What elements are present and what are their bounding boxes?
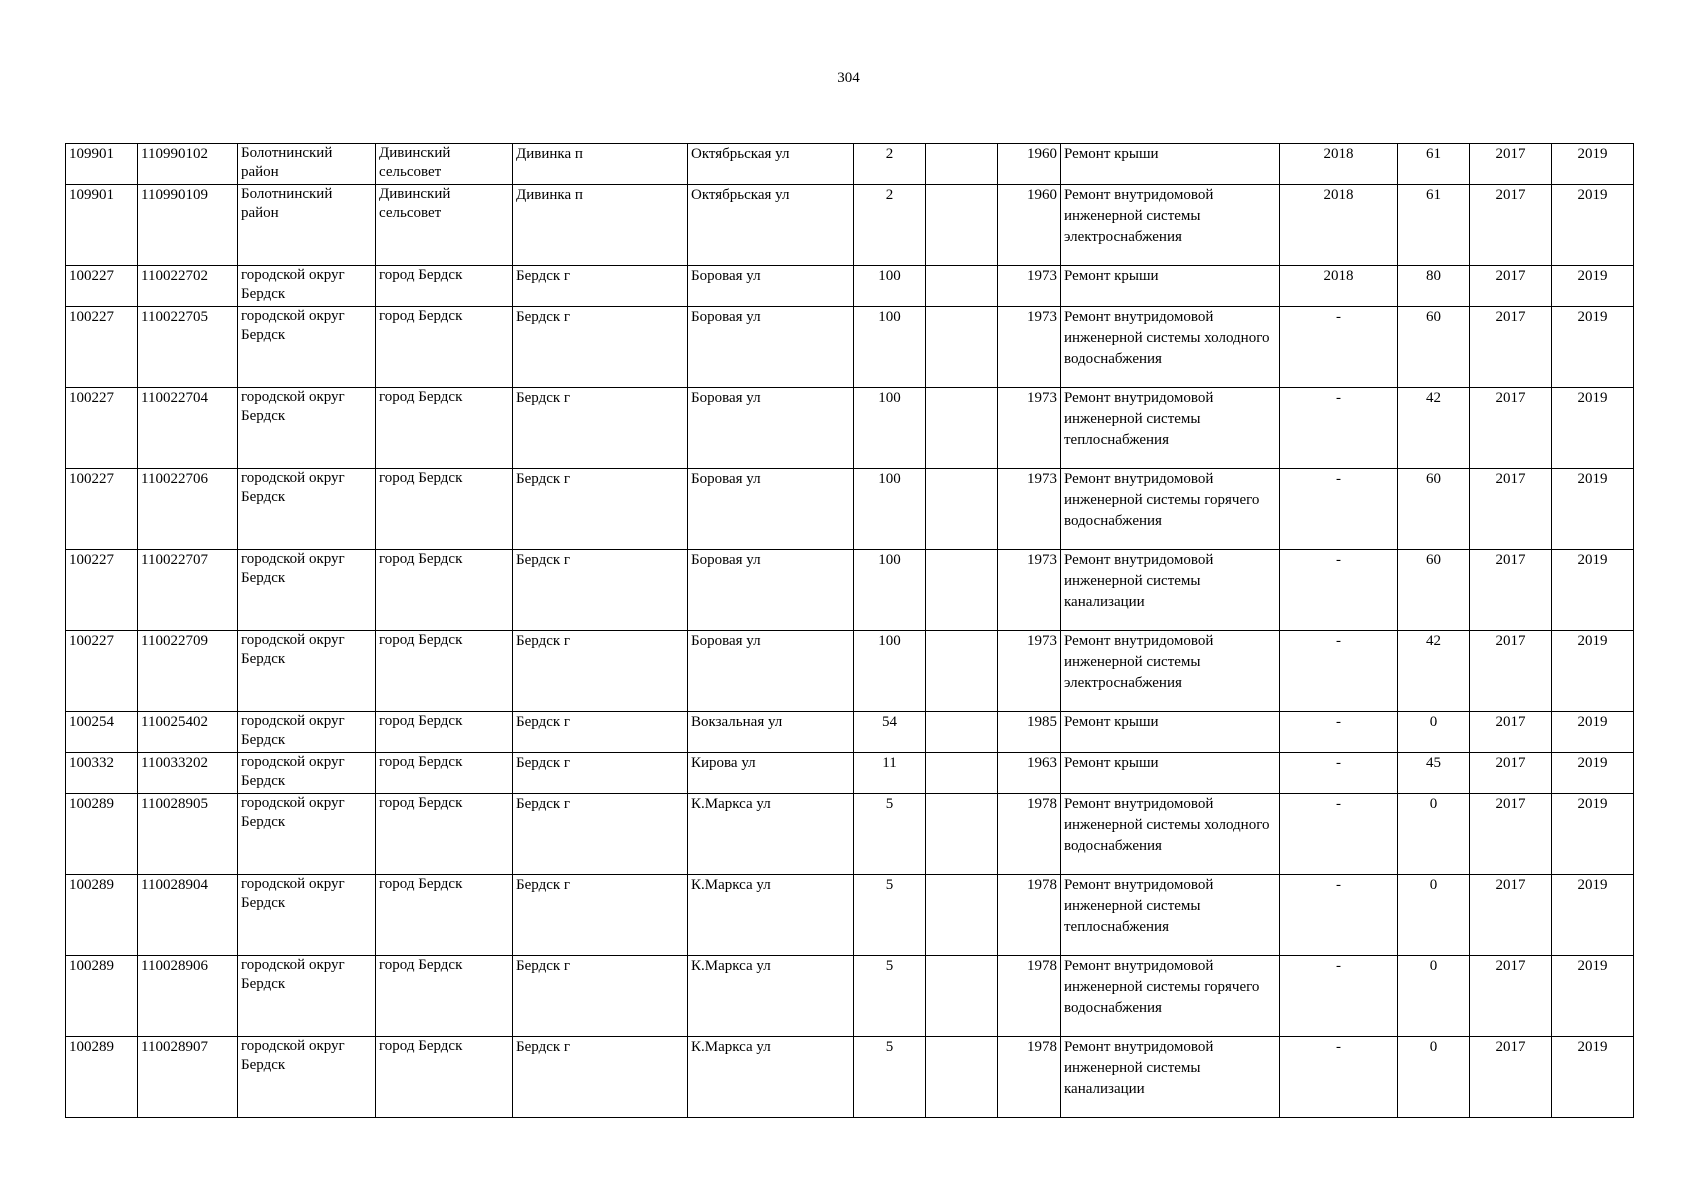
wear-percent-cell: 0 (1398, 875, 1470, 956)
locality-cell: Бердск г (513, 266, 688, 307)
building-cell (926, 956, 998, 1037)
period-start-cell: 2017 (1470, 712, 1552, 753)
build-year-cell: 1960 (998, 144, 1061, 185)
street-cell: Боровая ул (688, 388, 854, 469)
work-id-cell: 110028904 (138, 875, 238, 956)
period-end-cell: 2019 (1552, 956, 1634, 1037)
house-id-cell: 100227 (66, 631, 138, 712)
house-id-cell: 100289 (66, 875, 138, 956)
build-year-cell: 1973 (998, 550, 1061, 631)
period-start-cell: 2017 (1470, 388, 1552, 469)
period-end-cell: 2019 (1552, 469, 1634, 550)
work-id-cell: 110028905 (138, 794, 238, 875)
house-number-cell: 2 (854, 144, 926, 185)
table-row (66, 307, 1634, 388)
locality-cell: Бердск г (513, 956, 688, 1037)
period-end-cell: 2019 (1552, 307, 1634, 388)
work-type-cell: Ремонт внутридомовой инженерной системы горячего водоснабжения (1061, 956, 1280, 1037)
page-number: 304 (837, 70, 860, 86)
district-cell: городской округ Бердск (238, 753, 376, 794)
period-end-cell: 2019 (1552, 1037, 1634, 1118)
house-number-cell: 54 (854, 712, 926, 753)
period-start-cell: 2017 (1470, 875, 1552, 956)
building-cell (926, 1037, 998, 1118)
settlement-cell: Дивинский сельсовет (376, 144, 513, 185)
settlement-cell: город Бердск (376, 753, 513, 794)
repair-year-cell: 2018 (1280, 144, 1398, 185)
locality-cell: Бердск г (513, 712, 688, 753)
work-id-cell: 110025402 (138, 712, 238, 753)
district-cell: городской округ Бердск (238, 875, 376, 956)
locality-cell: Бердск г (513, 388, 688, 469)
table-row (66, 956, 1634, 1037)
work-id-cell: 110028907 (138, 1037, 238, 1118)
building-cell (926, 550, 998, 631)
wear-percent-cell: 80 (1398, 266, 1470, 307)
period-start-cell: 2017 (1470, 185, 1552, 266)
district-cell: городской округ Бердск (238, 1037, 376, 1118)
settlement-cell: город Бердск (376, 794, 513, 875)
table-row (66, 753, 1634, 794)
period-start-cell: 2017 (1470, 469, 1552, 550)
table-row (66, 144, 1634, 185)
house-id-cell: 100289 (66, 956, 138, 1037)
work-id-cell: 110022705 (138, 307, 238, 388)
street-cell: Боровая ул (688, 469, 854, 550)
build-year-cell: 1973 (998, 266, 1061, 307)
work-type-cell: Ремонт крыши (1061, 712, 1280, 753)
house-number-cell: 5 (854, 1037, 926, 1118)
locality-cell: Бердск г (513, 631, 688, 712)
house-id-cell: 109901 (66, 144, 138, 185)
repair-year-cell: 2018 (1280, 266, 1398, 307)
table-row (66, 875, 1634, 956)
period-start-cell: 2017 (1470, 144, 1552, 185)
period-end-cell: 2019 (1552, 753, 1634, 794)
settlement-cell: город Бердск (376, 388, 513, 469)
settlement-cell: город Бердск (376, 266, 513, 307)
build-year-cell: 1973 (998, 388, 1061, 469)
table-row (66, 388, 1634, 469)
repair-year-cell: - (1280, 712, 1398, 753)
wear-percent-cell: 0 (1398, 956, 1470, 1037)
house-id-cell: 100332 (66, 753, 138, 794)
repair-year-cell: - (1280, 1037, 1398, 1118)
house-number-cell: 100 (854, 631, 926, 712)
work-type-cell: Ремонт внутридомовой инженерной системы холодного водоснабжения (1061, 307, 1280, 388)
settlement-cell: город Бердск (376, 631, 513, 712)
period-end-cell: 2019 (1552, 875, 1634, 956)
period-start-cell: 2017 (1470, 956, 1552, 1037)
wear-percent-cell: 61 (1398, 144, 1470, 185)
building-cell (926, 185, 998, 266)
house-number-cell: 100 (854, 388, 926, 469)
district-cell: городской округ Бердск (238, 266, 376, 307)
period-start-cell: 2017 (1470, 266, 1552, 307)
period-end-cell: 2019 (1552, 712, 1634, 753)
house-id-cell: 100227 (66, 266, 138, 307)
house-id-cell: 100227 (66, 469, 138, 550)
period-end-cell: 2019 (1552, 631, 1634, 712)
house-number-cell: 100 (854, 550, 926, 631)
registry-body (66, 144, 1634, 1118)
period-end-cell: 2019 (1552, 144, 1634, 185)
repair-year-cell: - (1280, 307, 1398, 388)
house-number-cell: 2 (854, 185, 926, 266)
period-start-cell: 2017 (1470, 753, 1552, 794)
wear-percent-cell: 60 (1398, 307, 1470, 388)
work-type-cell: Ремонт внутридомовой инженерной системы канализации (1061, 550, 1280, 631)
district-cell: Болотнинский район (238, 185, 376, 266)
street-cell: К.Маркса ул (688, 875, 854, 956)
district-cell: городской округ Бердск (238, 712, 376, 753)
repair-registry-table (65, 143, 1634, 1118)
work-id-cell: 110022707 (138, 550, 238, 631)
house-number-cell: 100 (854, 307, 926, 388)
period-start-cell: 2017 (1470, 631, 1552, 712)
house-number-cell: 5 (854, 794, 926, 875)
building-cell (926, 631, 998, 712)
district-cell: Болотнинский район (238, 144, 376, 185)
house-id-cell: 100254 (66, 712, 138, 753)
district-cell: городской округ Бердск (238, 631, 376, 712)
district-cell: городской округ Бердск (238, 307, 376, 388)
period-end-cell: 2019 (1552, 550, 1634, 631)
house-id-cell: 100289 (66, 794, 138, 875)
repair-year-cell: - (1280, 956, 1398, 1037)
house-number-cell: 100 (854, 469, 926, 550)
street-cell: Боровая ул (688, 550, 854, 631)
repair-year-cell: 2018 (1280, 185, 1398, 266)
district-cell: городской округ Бердск (238, 956, 376, 1037)
settlement-cell: город Бердск (376, 307, 513, 388)
locality-cell: Дивинка п (513, 144, 688, 185)
house-id-cell: 109901 (66, 185, 138, 266)
build-year-cell: 1973 (998, 307, 1061, 388)
table-row (66, 266, 1634, 307)
settlement-cell: город Бердск (376, 550, 513, 631)
settlement-cell: Дивинский сельсовет (376, 185, 513, 266)
repair-year-cell: - (1280, 631, 1398, 712)
street-cell: К.Маркса ул (688, 956, 854, 1037)
building-cell (926, 266, 998, 307)
wear-percent-cell: 0 (1398, 712, 1470, 753)
wear-percent-cell: 42 (1398, 631, 1470, 712)
work-id-cell: 110033202 (138, 753, 238, 794)
settlement-cell: город Бердск (376, 469, 513, 550)
period-start-cell: 2017 (1470, 1037, 1552, 1118)
street-cell: Боровая ул (688, 266, 854, 307)
table-row (66, 1037, 1634, 1118)
locality-cell: Бердск г (513, 307, 688, 388)
locality-cell: Дивинка п (513, 185, 688, 266)
district-cell: городской округ Бердск (238, 794, 376, 875)
building-cell (926, 875, 998, 956)
work-type-cell: Ремонт крыши (1061, 753, 1280, 794)
settlement-cell: город Бердск (376, 712, 513, 753)
building-cell (926, 794, 998, 875)
period-end-cell: 2019 (1552, 388, 1634, 469)
build-year-cell: 1960 (998, 185, 1061, 266)
settlement-cell: город Бердск (376, 956, 513, 1037)
street-cell: К.Маркса ул (688, 1037, 854, 1118)
work-id-cell: 110022709 (138, 631, 238, 712)
house-id-cell: 100227 (66, 388, 138, 469)
table-row (66, 794, 1634, 875)
house-number-cell: 100 (854, 266, 926, 307)
work-type-cell: Ремонт крыши (1061, 144, 1280, 185)
locality-cell: Бердск г (513, 875, 688, 956)
work-id-cell: 110028906 (138, 956, 238, 1037)
wear-percent-cell: 60 (1398, 469, 1470, 550)
street-cell: Октябрьская ул (688, 144, 854, 185)
work-id-cell: 110022702 (138, 266, 238, 307)
building-cell (926, 753, 998, 794)
locality-cell: Бердск г (513, 550, 688, 631)
repair-year-cell: - (1280, 388, 1398, 469)
wear-percent-cell: 45 (1398, 753, 1470, 794)
work-type-cell: Ремонт внутридомовой инженерной системы холодного водоснабжения (1061, 794, 1280, 875)
house-id-cell: 100227 (66, 307, 138, 388)
table-row (66, 550, 1634, 631)
work-type-cell: Ремонт внутридомовой инженерной системы теплоснабжения (1061, 388, 1280, 469)
building-cell (926, 712, 998, 753)
work-id-cell: 110990109 (138, 185, 238, 266)
period-end-cell: 2019 (1552, 794, 1634, 875)
period-end-cell: 2019 (1552, 266, 1634, 307)
wear-percent-cell: 42 (1398, 388, 1470, 469)
locality-cell: Бердск г (513, 469, 688, 550)
repair-year-cell: - (1280, 875, 1398, 956)
building-cell (926, 469, 998, 550)
build-year-cell: 1985 (998, 712, 1061, 753)
building-cell (926, 388, 998, 469)
repair-year-cell: - (1280, 753, 1398, 794)
table-row (66, 631, 1634, 712)
build-year-cell: 1978 (998, 1037, 1061, 1118)
work-id-cell: 110022706 (138, 469, 238, 550)
build-year-cell: 1973 (998, 631, 1061, 712)
street-cell: Боровая ул (688, 631, 854, 712)
table-row (66, 469, 1634, 550)
wear-percent-cell: 0 (1398, 794, 1470, 875)
repair-year-cell: - (1280, 794, 1398, 875)
house-id-cell: 100289 (66, 1037, 138, 1118)
house-id-cell: 100227 (66, 550, 138, 631)
build-year-cell: 1978 (998, 956, 1061, 1037)
wear-percent-cell: 61 (1398, 185, 1470, 266)
wear-percent-cell: 0 (1398, 1037, 1470, 1118)
locality-cell: Бердск г (513, 1037, 688, 1118)
period-start-cell: 2017 (1470, 307, 1552, 388)
street-cell: Октябрьская ул (688, 185, 854, 266)
building-cell (926, 144, 998, 185)
table-row (66, 185, 1634, 266)
house-number-cell: 5 (854, 875, 926, 956)
work-id-cell: 110022704 (138, 388, 238, 469)
work-type-cell: Ремонт внутридомовой инженерной системы канализации (1061, 1037, 1280, 1118)
work-type-cell: Ремонт внутридомовой инженерной системы электроснабжения (1061, 185, 1280, 266)
locality-cell: Бердск г (513, 753, 688, 794)
period-end-cell: 2019 (1552, 185, 1634, 266)
locality-cell: Бердск г (513, 794, 688, 875)
house-number-cell: 11 (854, 753, 926, 794)
work-type-cell: Ремонт крыши (1061, 266, 1280, 307)
build-year-cell: 1973 (998, 469, 1061, 550)
house-number-cell: 5 (854, 956, 926, 1037)
repair-year-cell: - (1280, 469, 1398, 550)
district-cell: городской округ Бердск (238, 550, 376, 631)
building-cell (926, 307, 998, 388)
settlement-cell: город Бердск (376, 1037, 513, 1118)
wear-percent-cell: 60 (1398, 550, 1470, 631)
district-cell: городской округ Бердск (238, 469, 376, 550)
work-id-cell: 110990102 (138, 144, 238, 185)
street-cell: К.Маркса ул (688, 794, 854, 875)
settlement-cell: город Бердск (376, 875, 513, 956)
street-cell: Боровая ул (688, 307, 854, 388)
street-cell: Вокзальная ул (688, 712, 854, 753)
build-year-cell: 1978 (998, 875, 1061, 956)
repair-year-cell: - (1280, 550, 1398, 631)
work-type-cell: Ремонт внутридомовой инженерной системы горячего водоснабжения (1061, 469, 1280, 550)
work-type-cell: Ремонт внутридомовой инженерной системы электроснабжения (1061, 631, 1280, 712)
period-start-cell: 2017 (1470, 794, 1552, 875)
build-year-cell: 1978 (998, 794, 1061, 875)
period-start-cell: 2017 (1470, 550, 1552, 631)
district-cell: городской округ Бердск (238, 388, 376, 469)
build-year-cell: 1963 (998, 753, 1061, 794)
table-row (66, 712, 1634, 753)
work-type-cell: Ремонт внутридомовой инженерной системы теплоснабжения (1061, 875, 1280, 956)
street-cell: Кирова ул (688, 753, 854, 794)
